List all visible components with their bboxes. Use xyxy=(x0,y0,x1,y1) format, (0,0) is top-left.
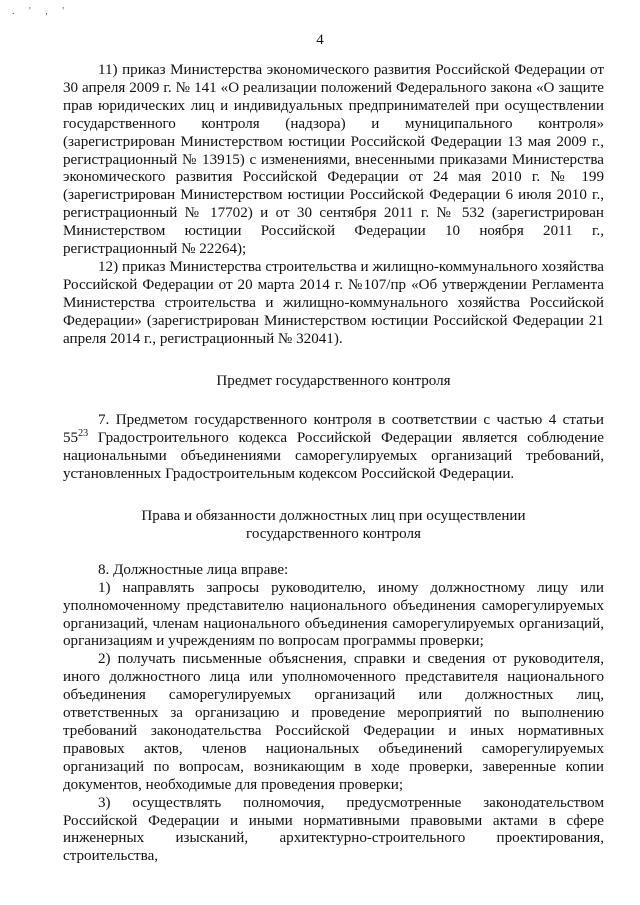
paragraph-item-8: 8. Должностные лица вправе: xyxy=(98,561,289,578)
paragraph-item-8-2: 2) получать письменные объяснения, справки и сведения от руководителя, иного должностного лица или уполномоченного представителя национального объединения саморегулируемых организаций или должностных лиц, ответственных за организацию и проведение мероприятий по выполнению требований законодательства Российской Федерации и иных нормативных правовых актов, членов национальных объединений саморегулируемых организаций по вопросам, возникающим в ходе проверки, заверенные копии документов, необходимые для проведения проверки; xyxy=(63,651,604,793)
item-7-text-end: Градостроительного кодекса Российской Федерации является соблюдение национальными объединениями саморегулируемых организаций требований, установленных Градостроительным кодексом Российской Федерации. xyxy=(63,430,604,483)
paragraph-item-7 xyxy=(63,412,604,484)
paragraph-item-12: 12) приказ Министерства строительства и жилищно-коммунального хозяйства Российской Федерации от 20 марта 2014 г. №107/пр «Об утверждении Регламента Министерства строительства и жилищно-коммунального хозяйства Российской Федерации» (зарегистрирован Министерством юстиции Российской Федерации 21 апреля 2014 г., регистрационный № 32041). xyxy=(63,258,604,347)
paragraph-item-11: 11) приказ Министерства экономического развития Российской Федерации от 30 апреля 2009 г. № 141 «О реализации положений Федерального закона «О защите прав юридических лиц и индивидуальных предпринимателей при осуществлении государственного контроля (надзора) и муниципального контроля» (зарегистрирован Министерством юстиции Российской Федерации 13 мая 2009 г., регистрационный № 13915) с изменениями, внесенными приказами Министерства экономического развития Российской Федерации от 24 мая 2010 г. № 199 (зарегистрирован Министерством юстиции Российской Федерации 6 июля 2010 г., регистрационный № 17702) и от 30 сентября 2011 г. № 532 (зарегистрирован Министерством юстиции Российской Федерации 10 ноября 2011 г., регистрационный № 22264); xyxy=(63,62,604,258)
paragraph-item-8-3: 3) осуществлять полномочия, предусмотренные законодательством Российской Федерации и иными нормативными правовыми актами в сфере инженерных изысканий, архитектурно-строительного проектирования, строительства, xyxy=(63,794,604,865)
document-body xyxy=(63,62,604,866)
item-7-superscript: 23 xyxy=(78,428,89,440)
section-heading-rights-line-2: государственного контроля xyxy=(246,525,421,542)
section-heading-subject: Предмет государственного контроля xyxy=(216,372,451,389)
item-7-text-start: 7. Предметом государственного контроля в соответствии с частью 4 статьи 55 xyxy=(63,412,604,447)
paragraph-item-8-1: 1) направлять запросы руководителю, иному должностному лицу или уполномоченному представителю национального объединения саморегулируемых организаций, членам национального объединения саморегулируемых организаций, организациям и учреждениям по вопросам программы проверки; xyxy=(63,579,604,650)
page-number: 4 xyxy=(316,32,324,48)
section-heading-rights-line-1: Права и обязанности должностных лиц при осуществлении xyxy=(141,508,526,525)
scan-corner-marks: . ' , ' xyxy=(12,6,71,17)
